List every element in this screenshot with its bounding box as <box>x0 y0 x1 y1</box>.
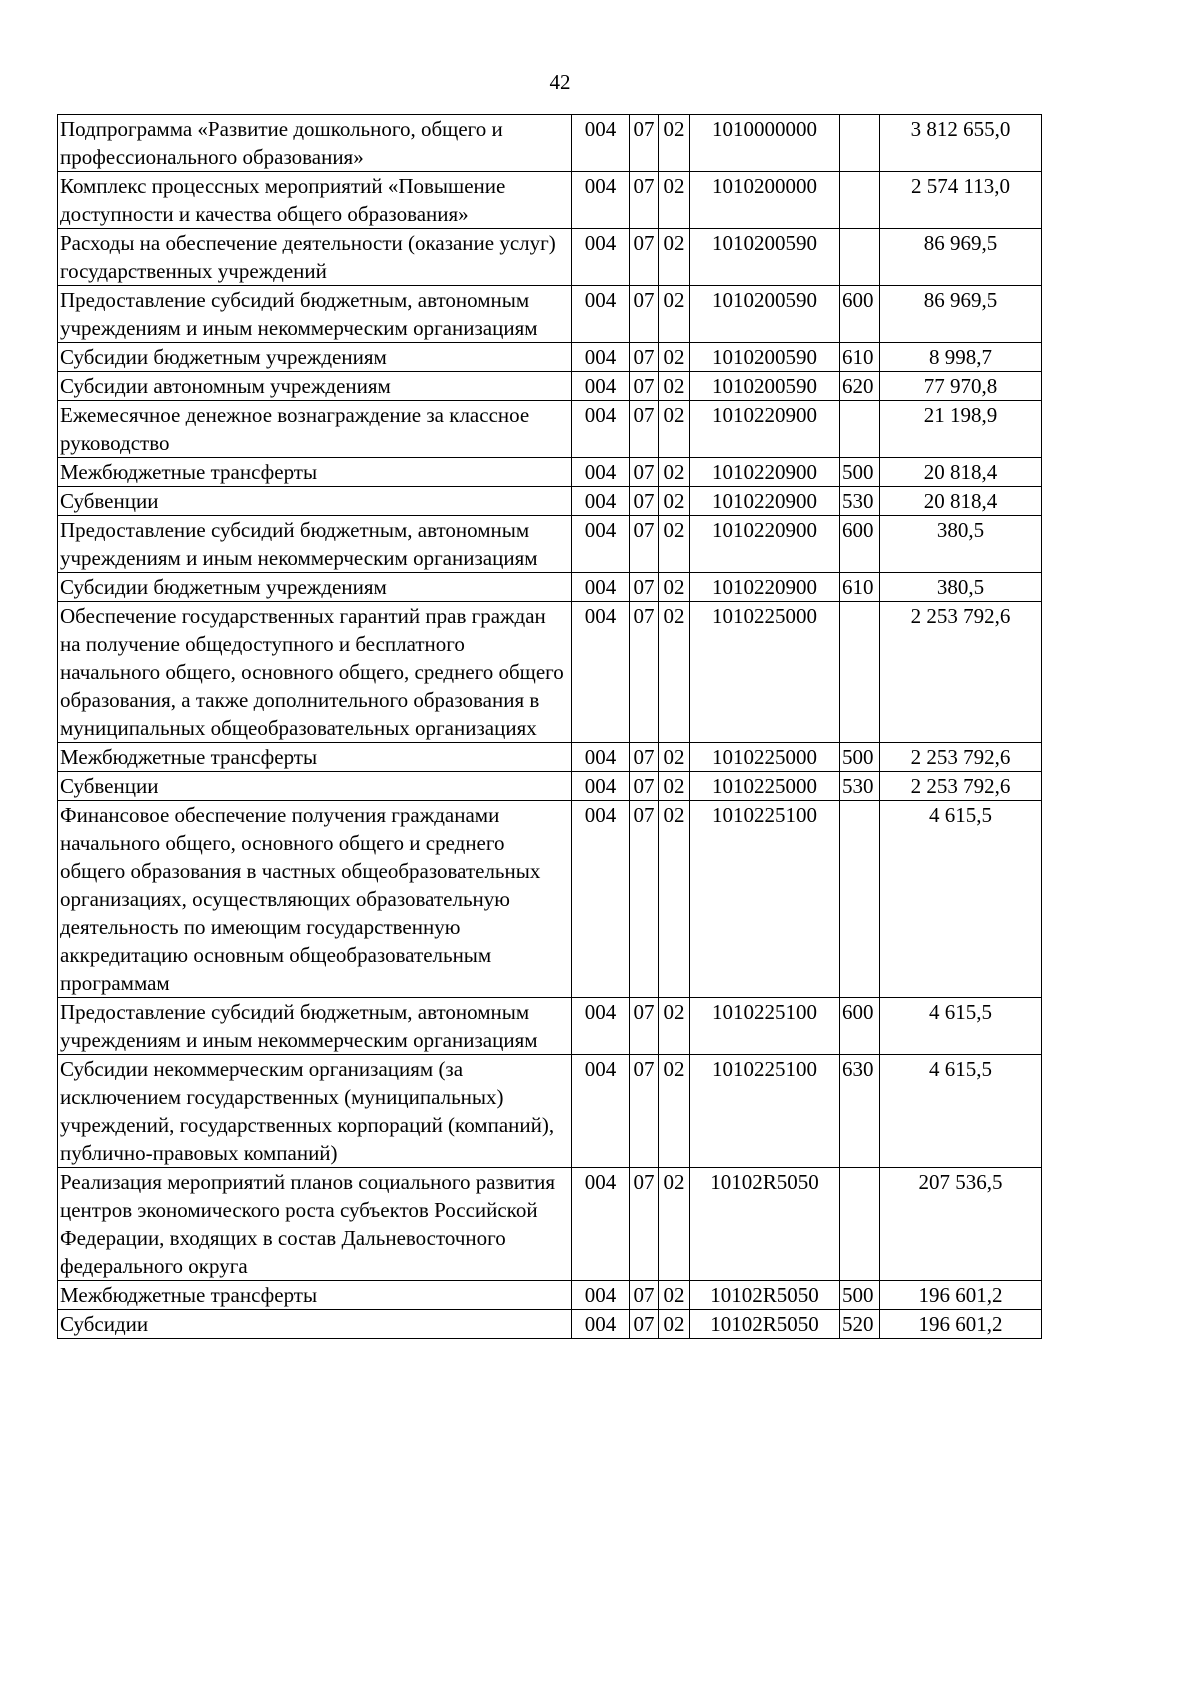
subsection-code-cell: 02 <box>659 401 690 458</box>
expense-name-cell: Финансовое обеспечение получения гражданами начального общего, основного общего и среднего общего образования в частных общеобразовательных организациях, осуществляющих образовательную деятельность по имеющим государственную аккредитацию основным общеобразовательным программам <box>58 801 572 998</box>
amount-cell: 2 574 113,0 <box>880 172 1042 229</box>
table-row <box>58 772 1042 801</box>
section-code-cell: 07 <box>630 516 659 573</box>
amount-cell: 86 969,5 <box>880 229 1042 286</box>
target-article-cell: 1010225100 <box>690 801 840 998</box>
subsection-code-cell: 02 <box>659 115 690 172</box>
ministry-code-cell: 004 <box>572 115 630 172</box>
budget-table <box>57 114 1042 1339</box>
ministry-code-cell: 004 <box>572 487 630 516</box>
section-code-cell: 07 <box>630 998 659 1055</box>
section-code-cell: 07 <box>630 401 659 458</box>
table-row <box>58 1310 1042 1339</box>
ministry-code-cell: 004 <box>572 229 630 286</box>
expense-type-cell: 610 <box>840 573 880 602</box>
target-article-cell: 1010200590 <box>690 372 840 401</box>
table-row <box>58 343 1042 372</box>
table-row <box>58 1281 1042 1310</box>
expense-type-cell: 500 <box>840 1281 880 1310</box>
amount-cell: 20 818,4 <box>880 487 1042 516</box>
target-article-cell: 1010225100 <box>690 998 840 1055</box>
ministry-code-cell: 004 <box>572 1168 630 1281</box>
expense-name-cell: Межбюджетные трансферты <box>58 1281 572 1310</box>
expense-type-cell <box>840 1168 880 1281</box>
expense-type-cell: 610 <box>840 343 880 372</box>
subsection-code-cell: 02 <box>659 172 690 229</box>
subsection-code-cell: 02 <box>659 343 690 372</box>
expense-name-cell: Межбюджетные трансферты <box>58 743 572 772</box>
expense-name-cell: Ежемесячное денежное вознаграждение за классное руководство <box>58 401 572 458</box>
amount-cell: 2 253 792,6 <box>880 743 1042 772</box>
expense-type-cell <box>840 229 880 286</box>
subsection-code-cell: 02 <box>659 1281 690 1310</box>
expense-type-cell: 500 <box>840 743 880 772</box>
table-row <box>58 801 1042 998</box>
amount-cell: 2 253 792,6 <box>880 602 1042 743</box>
target-article-cell: 1010200590 <box>690 229 840 286</box>
table-row <box>58 573 1042 602</box>
section-code-cell: 07 <box>630 743 659 772</box>
amount-cell: 21 198,9 <box>880 401 1042 458</box>
target-article-cell: 1010225100 <box>690 1055 840 1168</box>
section-code-cell: 07 <box>630 1168 659 1281</box>
expense-name-cell: Комплекс процессных мероприятий «Повышение доступности и качества общего образования» <box>58 172 572 229</box>
ministry-code-cell: 004 <box>572 372 630 401</box>
ministry-code-cell: 004 <box>572 743 630 772</box>
amount-cell: 196 601,2 <box>880 1281 1042 1310</box>
expense-type-cell <box>840 401 880 458</box>
expense-type-cell <box>840 602 880 743</box>
section-code-cell: 07 <box>630 172 659 229</box>
target-article-cell: 1010000000 <box>690 115 840 172</box>
page-number: 42 <box>549 70 571 94</box>
subsection-code-cell: 02 <box>659 487 690 516</box>
section-code-cell: 07 <box>630 115 659 172</box>
target-article-cell: 1010220900 <box>690 516 840 573</box>
subsection-code-cell: 02 <box>659 1055 690 1168</box>
target-article-cell: 10102R5050 <box>690 1168 840 1281</box>
ministry-code-cell: 004 <box>572 801 630 998</box>
amount-cell: 2 253 792,6 <box>880 772 1042 801</box>
expense-type-cell: 620 <box>840 372 880 401</box>
section-code-cell: 07 <box>630 372 659 401</box>
amount-cell: 4 615,5 <box>880 801 1042 998</box>
expense-name-cell: Обеспечение государственных гарантий прав граждан на получение общедоступного и бесплатного начального общего, основного общего, среднего общего образования, а также дополнительного образования в муниципальных общеобразовательных организациях <box>58 602 572 743</box>
section-code-cell: 07 <box>630 772 659 801</box>
expense-name-cell: Предоставление субсидий бюджетным, автономным учреждениям и иным некоммерческим организациям <box>58 286 572 343</box>
amount-cell: 4 615,5 <box>880 1055 1042 1168</box>
expense-type-cell: 520 <box>840 1310 880 1339</box>
subsection-code-cell: 02 <box>659 458 690 487</box>
ministry-code-cell: 004 <box>572 1055 630 1168</box>
ministry-code-cell: 004 <box>572 573 630 602</box>
amount-cell: 20 818,4 <box>880 458 1042 487</box>
section-code-cell: 07 <box>630 343 659 372</box>
target-article-cell: 1010220900 <box>690 487 840 516</box>
section-code-cell: 07 <box>630 1310 659 1339</box>
section-code-cell: 07 <box>630 602 659 743</box>
expense-type-cell <box>840 115 880 172</box>
table-row <box>58 372 1042 401</box>
subsection-code-cell: 02 <box>659 772 690 801</box>
ministry-code-cell: 004 <box>572 516 630 573</box>
expense-name-cell: Субсидии бюджетным учреждениям <box>58 343 572 372</box>
ministry-code-cell: 004 <box>572 286 630 343</box>
expense-type-cell: 600 <box>840 998 880 1055</box>
target-article-cell: 1010200590 <box>690 343 840 372</box>
amount-cell: 380,5 <box>880 516 1042 573</box>
expense-name-cell: Субвенции <box>58 772 572 801</box>
ministry-code-cell: 004 <box>572 772 630 801</box>
subsection-code-cell: 02 <box>659 743 690 772</box>
target-article-cell: 1010225000 <box>690 743 840 772</box>
expense-type-cell <box>840 801 880 998</box>
section-code-cell: 07 <box>630 229 659 286</box>
expense-name-cell: Межбюджетные трансферты <box>58 458 572 487</box>
ministry-code-cell: 004 <box>572 998 630 1055</box>
table-row <box>58 1055 1042 1168</box>
expense-name-cell: Субвенции <box>58 487 572 516</box>
table-row <box>58 602 1042 743</box>
section-code-cell: 07 <box>630 1055 659 1168</box>
expense-name-cell: Расходы на обеспечение деятельности (оказание услуг) государственных учреждений <box>58 229 572 286</box>
subsection-code-cell: 02 <box>659 286 690 343</box>
subsection-code-cell: 02 <box>659 602 690 743</box>
amount-cell: 77 970,8 <box>880 372 1042 401</box>
subsection-code-cell: 02 <box>659 1168 690 1281</box>
ministry-code-cell: 004 <box>572 172 630 229</box>
expense-type-cell: 500 <box>840 458 880 487</box>
target-article-cell: 1010200590 <box>690 286 840 343</box>
section-code-cell: 07 <box>630 1281 659 1310</box>
budget-table-body <box>58 115 1042 1339</box>
table-row <box>58 998 1042 1055</box>
expense-name-cell: Реализация мероприятий планов социального развития центров экономического роста субъектов Российской Федерации, входящих в состав Дальневосточного федерального округа <box>58 1168 572 1281</box>
ministry-code-cell: 004 <box>572 401 630 458</box>
section-code-cell: 07 <box>630 487 659 516</box>
subsection-code-cell: 02 <box>659 998 690 1055</box>
subsection-code-cell: 02 <box>659 801 690 998</box>
expense-type-cell: 600 <box>840 516 880 573</box>
target-article-cell: 1010220900 <box>690 458 840 487</box>
table-row <box>58 172 1042 229</box>
target-article-cell: 10102R5050 <box>690 1281 840 1310</box>
amount-cell: 3 812 655,0 <box>880 115 1042 172</box>
subsection-code-cell: 02 <box>659 229 690 286</box>
table-row <box>58 1168 1042 1281</box>
expense-type-cell: 630 <box>840 1055 880 1168</box>
expense-name-cell: Предоставление субсидий бюджетным, автономным учреждениям и иным некоммерческим организациям <box>58 998 572 1055</box>
expense-name-cell: Подпрограмма «Развитие дошкольного, общего и профессионального образования» <box>58 115 572 172</box>
amount-cell: 207 536,5 <box>880 1168 1042 1281</box>
table-row <box>58 516 1042 573</box>
section-code-cell: 07 <box>630 801 659 998</box>
ministry-code-cell: 004 <box>572 1310 630 1339</box>
target-article-cell: 1010200000 <box>690 172 840 229</box>
section-code-cell: 07 <box>630 458 659 487</box>
ministry-code-cell: 004 <box>572 602 630 743</box>
table-row <box>58 743 1042 772</box>
expense-type-cell: 600 <box>840 286 880 343</box>
subsection-code-cell: 02 <box>659 1310 690 1339</box>
section-code-cell: 07 <box>630 573 659 602</box>
ministry-code-cell: 004 <box>572 1281 630 1310</box>
subsection-code-cell: 02 <box>659 372 690 401</box>
target-article-cell: 10102R5050 <box>690 1310 840 1339</box>
table-row <box>58 458 1042 487</box>
expense-type-cell: 530 <box>840 487 880 516</box>
subsection-code-cell: 02 <box>659 516 690 573</box>
expense-name-cell: Субсидии автономным учреждениям <box>58 372 572 401</box>
table-row <box>58 401 1042 458</box>
expense-name-cell: Субсидии некоммерческим организациям (за исключением государственных (муниципальных) учреждений, государственных корпораций (компаний), публично-правовых компаний) <box>58 1055 572 1168</box>
expense-type-cell <box>840 172 880 229</box>
amount-cell: 196 601,2 <box>880 1310 1042 1339</box>
expense-name-cell: Субсидии бюджетным учреждениям <box>58 573 572 602</box>
target-article-cell: 1010220900 <box>690 401 840 458</box>
amount-cell: 4 615,5 <box>880 998 1042 1055</box>
amount-cell: 8 998,7 <box>880 343 1042 372</box>
subsection-code-cell: 02 <box>659 573 690 602</box>
amount-cell: 86 969,5 <box>880 286 1042 343</box>
target-article-cell: 1010225000 <box>690 602 840 743</box>
table-row <box>58 229 1042 286</box>
amount-cell: 380,5 <box>880 573 1042 602</box>
table-row <box>58 286 1042 343</box>
ministry-code-cell: 004 <box>572 343 630 372</box>
section-code-cell: 07 <box>630 286 659 343</box>
expense-name-cell: Предоставление субсидий бюджетным, автономным учреждениям и иным некоммерческим организациям <box>58 516 572 573</box>
ministry-code-cell: 004 <box>572 458 630 487</box>
expense-name-cell: Субсидии <box>58 1310 572 1339</box>
expense-type-cell: 530 <box>840 772 880 801</box>
table-row <box>58 487 1042 516</box>
target-article-cell: 1010220900 <box>690 573 840 602</box>
table-row <box>58 115 1042 172</box>
target-article-cell: 1010225000 <box>690 772 840 801</box>
